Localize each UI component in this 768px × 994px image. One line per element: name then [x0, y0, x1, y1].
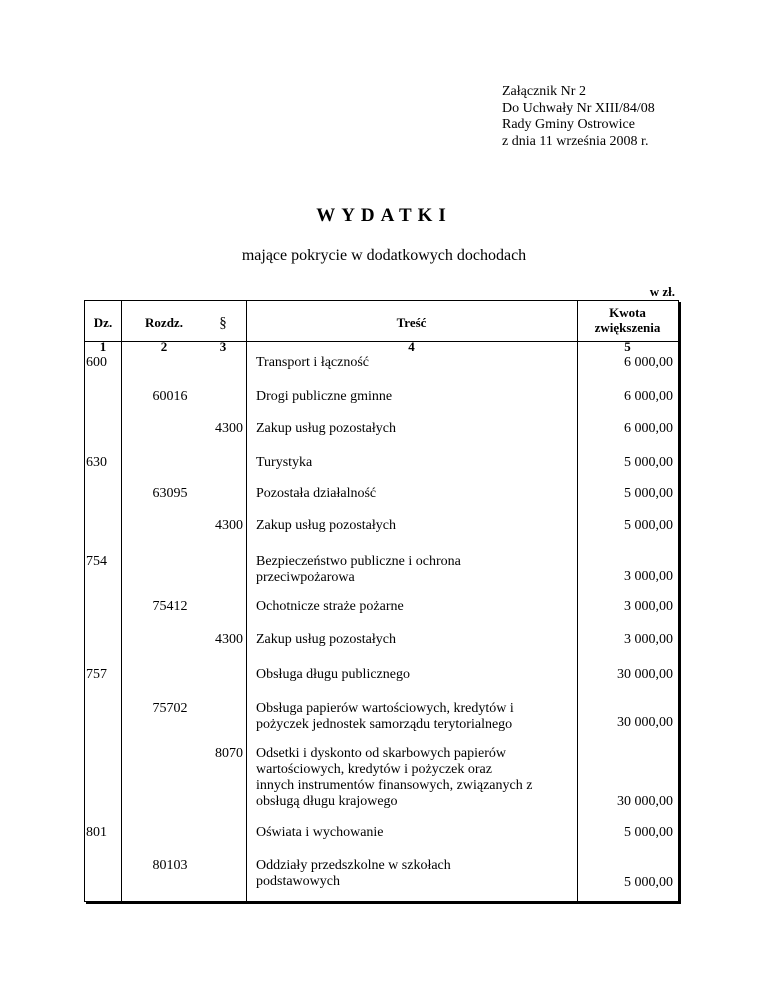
- page-title: WYDATKI: [316, 205, 452, 226]
- row-tresc: Ochotnicze straże pożarne: [256, 599, 404, 614]
- column-divider: [246, 301, 247, 901]
- row-tresc: Drogi publiczne gminne: [256, 389, 393, 404]
- row-kwota: 5 000,00: [624, 825, 673, 840]
- row-kwota: 5 000,00: [624, 455, 673, 470]
- row-rozdz: 75412: [152, 599, 188, 614]
- row-kwota: 6 000,00: [624, 421, 673, 436]
- row-kwota: 5 000,00: [624, 875, 673, 890]
- row-tresc: Pozostała działalność: [256, 486, 377, 501]
- row-dz: 630: [86, 455, 107, 470]
- row-tresc: Obsługa długu publicznego: [256, 667, 410, 682]
- row-paragraph: 8070: [215, 746, 243, 761]
- col-number-5: 5: [624, 339, 631, 354]
- row-kwota: 3 000,00: [624, 569, 673, 584]
- row-tresc-line: Obsługa papierów wartościowych, kredytów i: [256, 701, 514, 716]
- col-number-2: 2: [160, 339, 168, 354]
- header-rozdz: Rozdz.: [145, 315, 183, 330]
- annex-date: z dnia 11 września 2008 r.: [502, 133, 649, 149]
- header-dz: Dz.: [93, 315, 113, 330]
- row-kwota: 5 000,00: [624, 518, 673, 533]
- row-dz: 600: [86, 355, 107, 370]
- row-tresc: Zakup usług pozostałych: [256, 632, 396, 647]
- row-dz: 757: [86, 667, 107, 682]
- row-tresc-line: przeciwpożarowa: [256, 570, 355, 585]
- row-kwota: 3 000,00: [624, 632, 673, 647]
- page-subtitle: mające pokrycie w dodatkowych dochodach: [241, 247, 527, 264]
- row-tresc-line: Bezpieczeństwo publiczne i ochrona: [256, 554, 461, 569]
- annex-header: [502, 84, 655, 150]
- row-dz: 801: [86, 825, 107, 840]
- row-tresc: Transport i łączność: [256, 355, 370, 370]
- col-number-3: 3: [219, 339, 227, 354]
- header-kwota-line1: Kwota: [609, 305, 646, 320]
- row-kwota: 6 000,00: [624, 389, 673, 404]
- row-tresc-line: pożyczek jednostek samorządu terytorialnego: [256, 717, 513, 732]
- row-tresc-line: obsługą długu krajowego: [256, 794, 398, 809]
- row-kwota: 3 000,00: [624, 599, 673, 614]
- header-kwota-line2: zwiększenia: [594, 320, 661, 335]
- currency-unit: w zł.: [649, 284, 675, 299]
- row-tresc-line: podstawowych: [256, 874, 340, 889]
- row-rozdz: 60016: [152, 389, 188, 404]
- row-tresc: Turystyka: [256, 455, 313, 470]
- col-number-1: 1: [99, 339, 107, 354]
- row-tresc-line: wartościowych, kredytów i pożyczek oraz: [256, 762, 492, 777]
- expenses-table: [84, 300, 679, 902]
- row-paragraph: 4300: [215, 518, 243, 533]
- row-tresc: Zakup usług pozostałych: [256, 421, 396, 436]
- row-tresc-line: Oddziały przedszkolne w szkołach: [256, 858, 451, 873]
- row-dz: 754: [86, 554, 107, 569]
- row-tresc: [256, 701, 574, 733]
- row-tresc: [256, 858, 574, 890]
- annex-resolution: Do Uchwały Nr XIII/84/08: [502, 100, 655, 116]
- row-kwota: 6 000,00: [624, 355, 673, 370]
- row-paragraph: 4300: [215, 632, 243, 647]
- row-kwota: 30 000,00: [617, 715, 673, 730]
- row-kwota: 30 000,00: [617, 794, 673, 809]
- column-divider: [121, 301, 122, 901]
- row-rozdz: 63095: [152, 486, 188, 501]
- row-kwota: 5 000,00: [624, 486, 673, 501]
- row-tresc: [256, 746, 574, 810]
- header-kwota: [577, 305, 678, 335]
- row-paragraph: 4300: [215, 421, 243, 436]
- row-rozdz: 80103: [152, 858, 188, 873]
- annex-council: Rady Gminy Ostrowice: [502, 117, 635, 132]
- row-rozdz: 75702: [152, 701, 188, 716]
- annex-number: Załącznik Nr 2: [502, 84, 586, 99]
- header-paragraph: §: [219, 315, 227, 331]
- row-tresc: [256, 554, 574, 586]
- col-number-4: 4: [408, 339, 415, 354]
- row-tresc: Zakup usług pozostałych: [256, 518, 396, 533]
- row-tresc: Oświata i wychowanie: [256, 825, 384, 840]
- row-tresc-line: innych instrumentów finansowych, związanych z: [256, 778, 533, 793]
- row-kwota: 30 000,00: [617, 667, 673, 682]
- row-tresc-line: Odsetki i dyskonto od skarbowych papierów: [256, 746, 507, 761]
- header-tresc: Treść: [396, 315, 427, 330]
